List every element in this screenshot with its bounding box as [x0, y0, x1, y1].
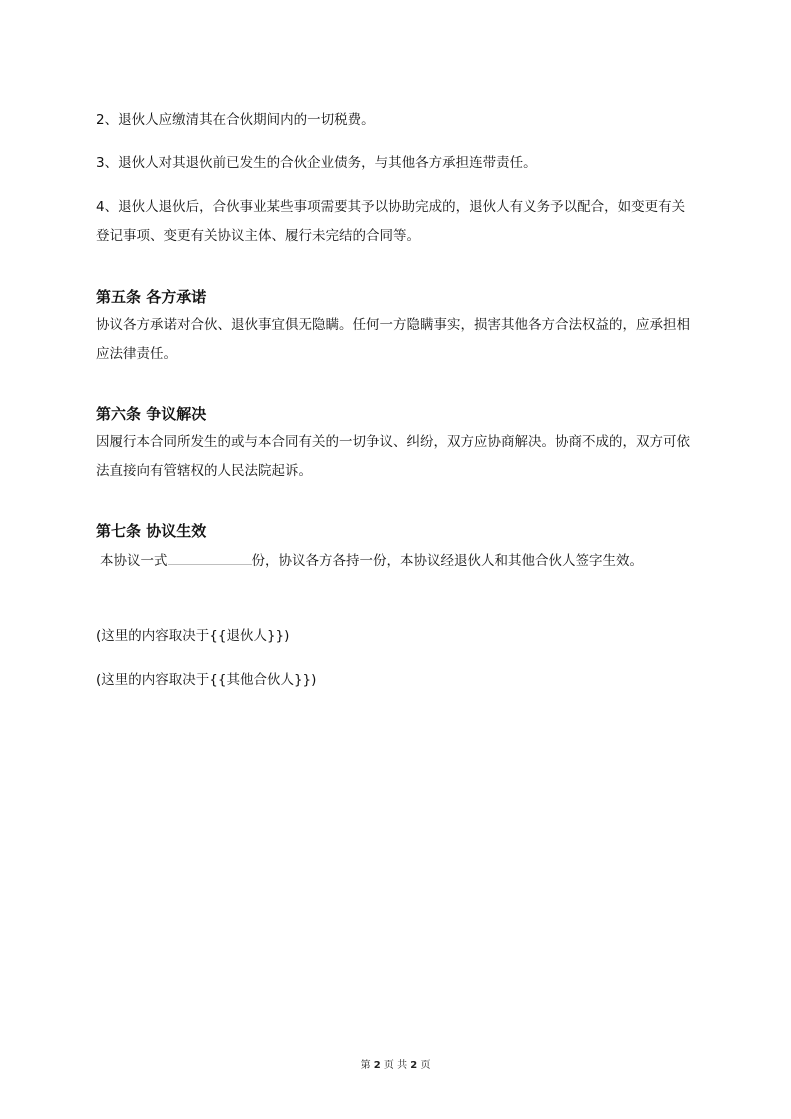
article-7-body-after: 份，协议各方各持一份，本协议经退伙人和其他合伙人签字生效。	[251, 553, 643, 569]
page-footer	[0, 1056, 791, 1071]
article-7-body	[100, 547, 702, 576]
article-5-heading: 第五条 各方承诺	[96, 288, 207, 306]
clause-item-2: 2、退伙人应缴清其在合伙期间内的一切税费。	[96, 112, 375, 128]
footer-current-page: 2	[373, 1060, 381, 1071]
article-6-body: 因履行本合同所发生的或与本合同有关的一切争议、纠纷，双方应协商解决。协商不成的，双方可依法直接向有管辖权的人民法院起诉。	[96, 434, 690, 479]
article-6-heading: 第六条 争议解决	[96, 405, 207, 423]
clause-item-3: 3、退伙人对其退伙前已发生的合伙企业债务，与其他各方承担连带责任。	[96, 155, 537, 171]
article-5-body: 协议各方承诺对合伙、退伙事宜俱无隐瞒。任何一方隐瞒事实，损害其他各方合法权益的，应承担相应法律责任。	[96, 317, 690, 362]
copies-blank-field	[168, 550, 252, 565]
footer-middle: 页 共	[383, 1060, 408, 1071]
footer-prefix: 第	[360, 1060, 371, 1071]
article-7-heading: 第七条 协议生效	[96, 522, 207, 540]
other-partners-placeholder: (这里的内容取决于{{其他合伙人}})	[96, 672, 317, 688]
withdrawing-partner-placeholder: (这里的内容取决于{{退伙人}})	[96, 628, 290, 644]
article-7-body-before: 本协议一式	[100, 553, 168, 569]
footer-total-pages: 2	[410, 1060, 418, 1071]
footer-suffix: 页	[420, 1060, 431, 1071]
clause-item-4: 4、退伙人退伙后，合伙事业某些事项需要其予以协助完成的，退伙人有义务予以配合，如变更有关登记事项、变更有关协议主体、履行未完结的合同等。	[96, 199, 686, 244]
